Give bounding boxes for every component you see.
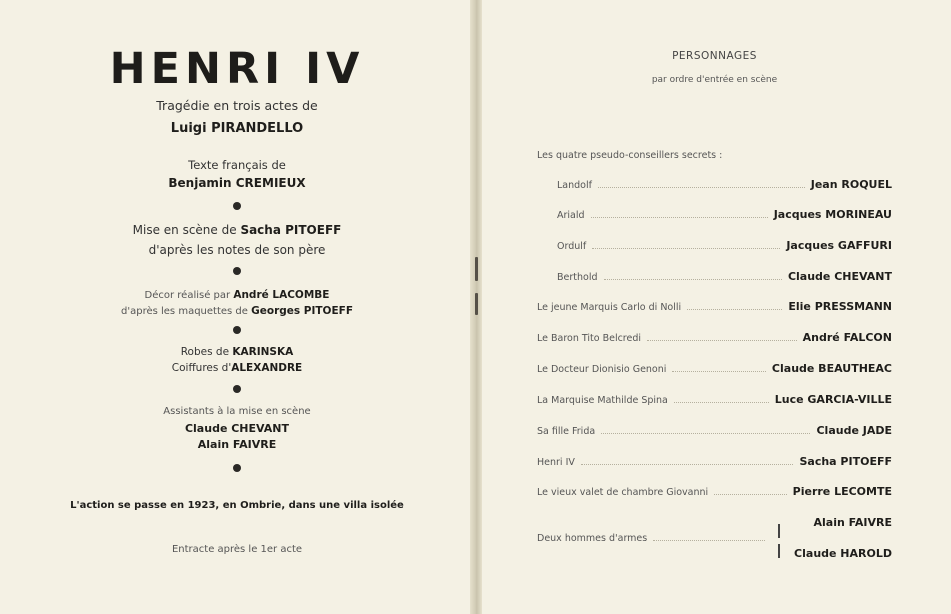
cast-subheading: par ordre d'entrée en scène [651,75,778,85]
guard-actor: Claude HAROLD [794,547,892,560]
cast-row: Henri IV Sacha PITOEFF [537,455,892,468]
translator-name: Benjamin CREMIEUX [168,176,306,190]
cast-row: Ordulf Jacques GAFFURI [557,239,892,252]
costumes-line: Robes de KARINSKA [180,346,294,358]
assistant-name: Claude CHEVANT [184,422,290,435]
separator-dot [233,267,241,275]
cast-row: La Marquise Mathilde Spina Luce GARCIA-VILLE [537,393,892,406]
assistants-label: Assistants à la mise en scène [163,406,311,417]
staple-bottom [475,293,478,315]
play-subtitle: Tragédie en trois actes de [156,98,318,113]
maquettes-line: d'après les maquettes de Georges PITOEFF [121,305,353,317]
hair-designer: ALEXANDRE [231,362,303,374]
brace-top [778,524,780,538]
maquettes-designer: Georges PITOEFF [251,305,353,317]
separator-dot [233,202,241,210]
author-name: Luigi PIRANDELLO [170,121,304,136]
separator-dot [233,464,241,472]
cast-heading: PERSONNAGES [672,50,757,62]
cast-row: Le Docteur Dionisio Genoni Claude BEAUTHEAC [537,362,892,375]
cast-row: Landolf Jean ROQUEL [557,178,892,191]
staging-line: Mise en scène de Sacha PITOEFF [132,223,342,237]
decor-designer: André LACOMBE [233,289,330,301]
action-setting-note: L'action se passe en 1923, en Ombrie, dans une villa isolée [70,500,404,511]
play-title: HENRI IV [109,44,365,94]
hair-line: Coiffures d'ALEXANDRE [171,362,303,374]
assistant-name: Alain FAIVRE [197,438,277,451]
cast-row: Le Baron Tito Belcredi André FALCON [537,331,892,344]
translation-label: Texte français de [188,158,286,172]
cast-row: Sa fille Frida Claude JADE [537,424,892,437]
decor-line: Décor réalisé par André LACOMBE [144,289,330,301]
group-label: Les quatre pseudo-conseillers secrets : [537,150,723,161]
guards-row: Deux hommes d'armes [537,531,771,547]
separator-dot [233,326,241,334]
cast-row: Le jeune Marquis Carlo di Nolli Elie PRESSMANN [537,300,892,313]
costume-designer: KARINSKA [232,346,294,358]
cast-row: Ariald Jacques MORINEAU [557,208,892,221]
brace-bottom [778,544,780,558]
staple-top [475,257,478,281]
cast-row: Le vieux valet de chambre Giovanni Pierre LECOMTE [537,485,892,498]
director-note: d'après les notes de son père [148,243,326,257]
cast-row: Berthold Claude CHEVANT [557,270,892,283]
director-name: Sacha PITOEFF [240,223,342,237]
separator-dot [233,385,241,393]
guard-actor: Alain FAIVRE [813,516,892,529]
intermission-note: Entracte après le 1er acte [171,544,303,555]
